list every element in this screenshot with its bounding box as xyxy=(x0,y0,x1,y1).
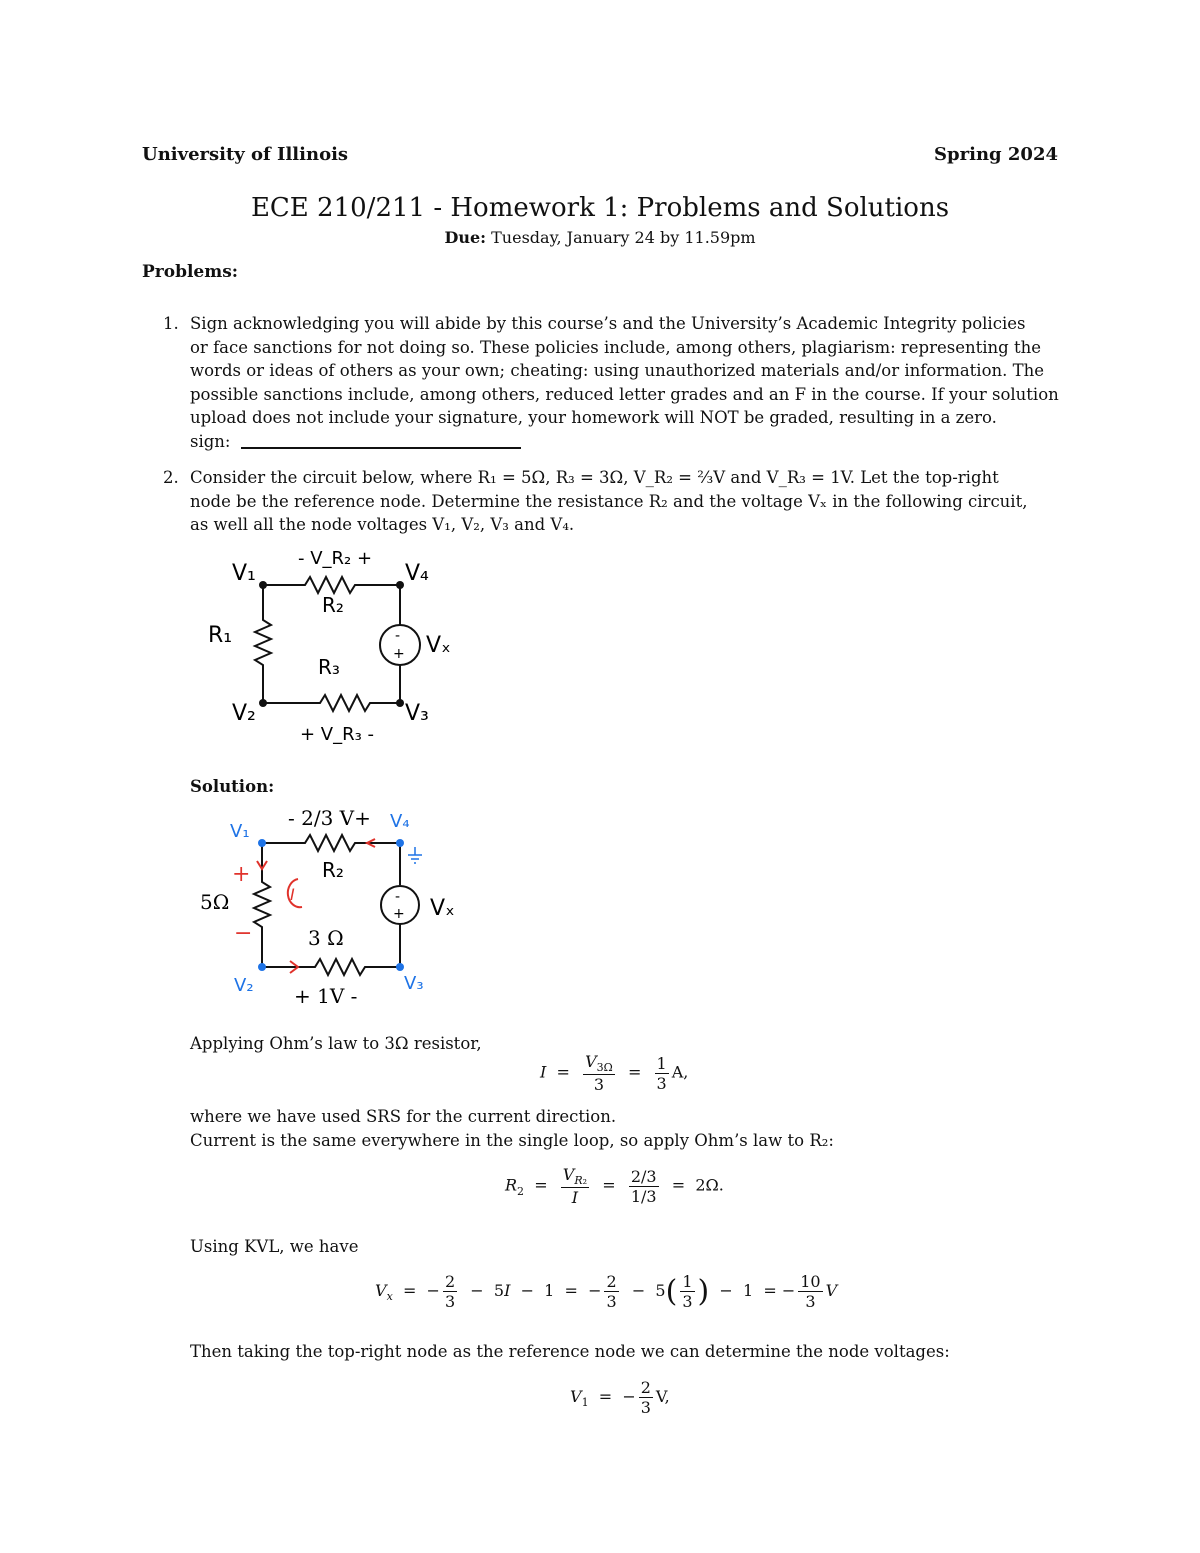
label-v1: V₁ xyxy=(232,561,256,586)
source-minus: - xyxy=(395,889,401,905)
same-current-text: Current is the same everywhere in the single loop, so apply Ohm’s law to R₂: xyxy=(190,1131,834,1150)
label-r3: R₃ xyxy=(318,655,340,679)
problem1-text xyxy=(190,312,1060,453)
node-dot xyxy=(396,699,404,707)
label-bottom-drop: + 1V - xyxy=(294,984,358,1008)
label-r1-value: 5Ω xyxy=(200,890,230,914)
srs-text: where we have used SRS for the current direction. xyxy=(190,1107,617,1126)
circuit-diagram-solution xyxy=(190,805,470,1010)
label-vr3: + V_R₃ - xyxy=(300,724,375,745)
problem1-line: words or ideas of others as your own; cheating: using unauthorized materials and/or information. The xyxy=(190,361,1045,380)
sign-label: sign: xyxy=(190,431,231,451)
signature-line[interactable] xyxy=(241,447,521,449)
label-v2: V₂ xyxy=(234,975,254,996)
problem1-line: Sign acknowledging you will abide by this course’s and the University’s Academic Integrity policies xyxy=(190,314,1026,333)
label-v4: V₄ xyxy=(405,561,429,586)
problem2-line: as well all the node voltages V₁, V₂, V₃ and V₄. xyxy=(190,515,575,534)
problem2-number: 2. xyxy=(163,468,179,487)
label-v4: V₄ xyxy=(390,811,410,832)
kvl-text: Using KVL, we have xyxy=(190,1237,359,1256)
problem1-number: 1. xyxy=(163,314,179,333)
node-dot xyxy=(258,839,266,847)
header-left: University of Illinois xyxy=(142,144,349,165)
sign-row xyxy=(190,430,1060,454)
problem1-line: possible sanctions include, among others, reduced letter grades and an F in the course. If your solution xyxy=(190,384,1059,404)
equation-r2: $R_2$ = $\frac{V_{R_2}}{I}$ = $\frac{2/3}{1/3}$ = 2Ω. xyxy=(505,1165,724,1208)
source-plus: + xyxy=(393,906,405,922)
label-loop-current: I xyxy=(290,885,295,904)
label-v2: V₂ xyxy=(232,701,256,726)
due-text: Tuesday, January 24 by 11.59pm xyxy=(491,228,756,247)
label-vx: Vₓ xyxy=(426,633,451,658)
ohm-3-text: Applying Ohm’s law to 3Ω resistor, xyxy=(190,1034,482,1053)
label-r2: R₂ xyxy=(322,593,344,617)
problem2-line: node be the reference node. Determine the resistance R₂ and the voltage Vₓ in the following circuit, xyxy=(190,491,1028,511)
equation-vx: $V_x$ = − $\frac{2}{3}$ − 5I − 1 = − $\frac{2}{3}$ − 5( $\frac{1}{3}$ ) − 1 = − $\frac{10}{3}$ V xyxy=(375,1272,838,1311)
label-v3: V₃ xyxy=(404,973,424,994)
section-heading: Problems: xyxy=(142,262,239,282)
solution-label: Solution: xyxy=(190,777,275,796)
source-minus: - xyxy=(395,628,401,644)
node-dot xyxy=(259,581,267,589)
label-top-drop: - 2/3 V+ xyxy=(288,806,371,830)
source-plus: + xyxy=(393,646,405,662)
due-label: Due: xyxy=(444,228,487,247)
reference-node-text: Then taking the top-right node as the reference node we can determine the node voltages: xyxy=(190,1342,950,1361)
label-v1: V₁ xyxy=(230,821,250,842)
label-v3: V₃ xyxy=(405,701,429,726)
problem2-line: Consider the circuit below, where R₁ = 5Ω, R₃ = 3Ω, V_R₂ = ⅔V and V_R₃ = 1V. Let the top-right xyxy=(190,468,999,487)
node-dot xyxy=(259,699,267,707)
label-r2: R₂ xyxy=(322,858,344,882)
node-dot xyxy=(396,839,404,847)
label-plus: + xyxy=(232,862,251,887)
due-line xyxy=(0,228,1200,247)
equation-v1: $V_1$ = − $\frac{2}{3}$ V, xyxy=(570,1378,670,1417)
problem2-text xyxy=(190,466,1060,537)
label-r1: R₁ xyxy=(208,623,233,648)
node-dot xyxy=(396,963,404,971)
node-dot xyxy=(258,963,266,971)
header-right: Spring 2024 xyxy=(934,144,1058,165)
node-dot xyxy=(396,581,404,589)
page-title: ECE 210/211 - Homework 1: Problems and Solutions xyxy=(250,193,950,223)
problem1-line: or face sanctions for not doing so. These policies include, among others, plagiarism: representing the xyxy=(190,337,1041,357)
label-minus: − xyxy=(234,921,253,946)
circuit-diagram-problem xyxy=(190,540,490,760)
ground-icon xyxy=(408,847,422,863)
label-r3-value: 3 Ω xyxy=(308,926,344,950)
label-vr2: - V_R₂ + xyxy=(298,548,373,569)
equation-current: I = $\frac{V_{3\Omega}}{3}$ = $\frac{1}{3}$ A, xyxy=(540,1052,689,1095)
label-vx: Vₓ xyxy=(430,896,455,921)
problem1-line: upload does not include your signature, your homework will NOT be graded, resulting in a zero. xyxy=(190,408,997,427)
